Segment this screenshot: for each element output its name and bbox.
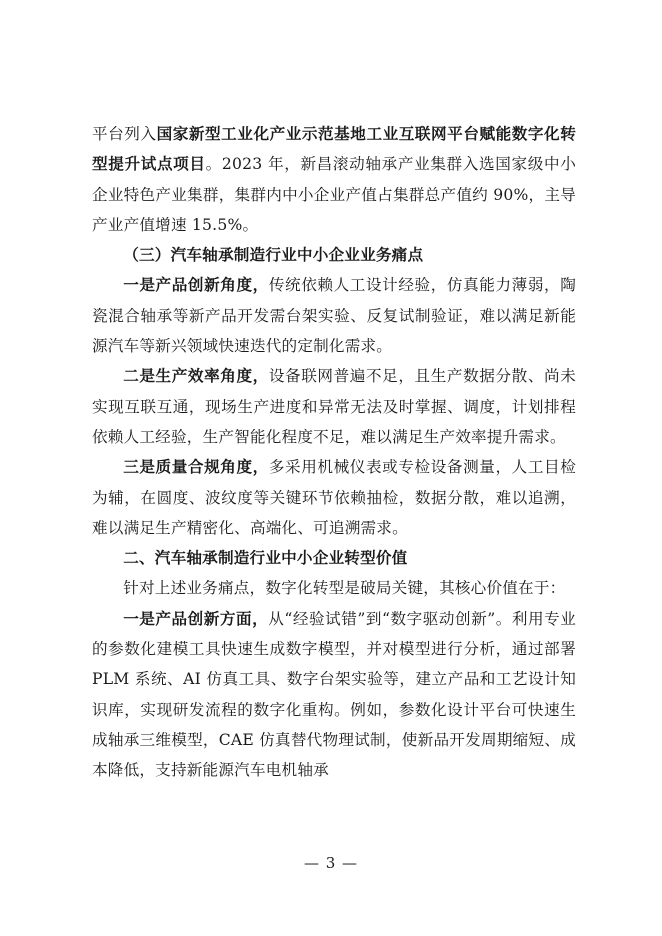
section-heading-pain-points: （三）汽车轴承制造行业中小企业业务痛点: [123, 245, 424, 265]
paragraph-quality-compliance: [92, 452, 576, 543]
paragraph-text: 。2023 年，新昌滚动轴承产业集群入选国家级中小企业特色产业集群，集群内中小企业产值占集群总产值约 90%，主导产业产值增速 15.5%。: [92, 155, 576, 234]
section-heading-transformation-value: 二、汽车轴承制造行业中小企业转型价值: [123, 548, 408, 568]
paragraph-text: 从“经验试错”到“数字驱动创新”。利用专业的参数化建模工具快速生成数字模型，并对模型进行分析，通过部署 PLM 系统、AI 仿真工具、数字台架实验等，建立产品和工艺设计知识库，实现研发流程的数字化重构。例如，参数化设计平台可快速生成轴承三维模型，CAE 仿真替代物理试制，使新品开发周期缩短、成本降低，支持新能源汽车电机轴承: [92, 609, 576, 780]
bold-phrase: 国家新型工业化产业示范基地工业互联网平台赋能数字化转型提升试点项目: [92, 124, 576, 174]
bold-lead: 三是质量合规角度，: [123, 457, 269, 477]
bold-lead: 二是生产效率角度，: [123, 366, 269, 386]
paragraph-text: 传统依赖人工设计经验，仿真能力薄弱，陶瓷混合轴承等新产品开发需台架实验、反复试制验证，难以满足新能源汽车等新兴领域快速迭代的定制化需求。: [92, 276, 576, 356]
paragraph-production-efficiency: [92, 361, 576, 452]
paragraph-text: 设备联网普遍不足，且生产数据分散、尚未实现互联互通，现场生产进度和异常无法及时掌握、调度，计划排程依赖人工经验，生产智能化程度不足，难以满足生产效率提升需求。: [92, 367, 576, 446]
page-number: — 3 —: [303, 854, 359, 872]
paragraph-pilot-project: [92, 119, 576, 240]
paragraph-product-innovation: [92, 270, 576, 361]
paragraph-innovation-value: [92, 604, 576, 786]
paragraph-intro: 针对上述业务痛点，数字化转型是破局关键，其核心价值在于：: [123, 579, 566, 598]
paragraph-text: 多采用机械仪表或专检设备测量，人工目检为辅，在圆度、波纹度等关键环节依赖抽检，数据分散，难以追溯，难以满足生产精密化、高端化、可追溯需求。: [92, 458, 576, 537]
paragraph-text: 平台列入: [92, 125, 157, 143]
document-body: [92, 119, 576, 786]
bold-lead: 一是产品创新角度，: [123, 275, 269, 295]
bold-lead: 一是产品创新方面，: [123, 608, 269, 628]
